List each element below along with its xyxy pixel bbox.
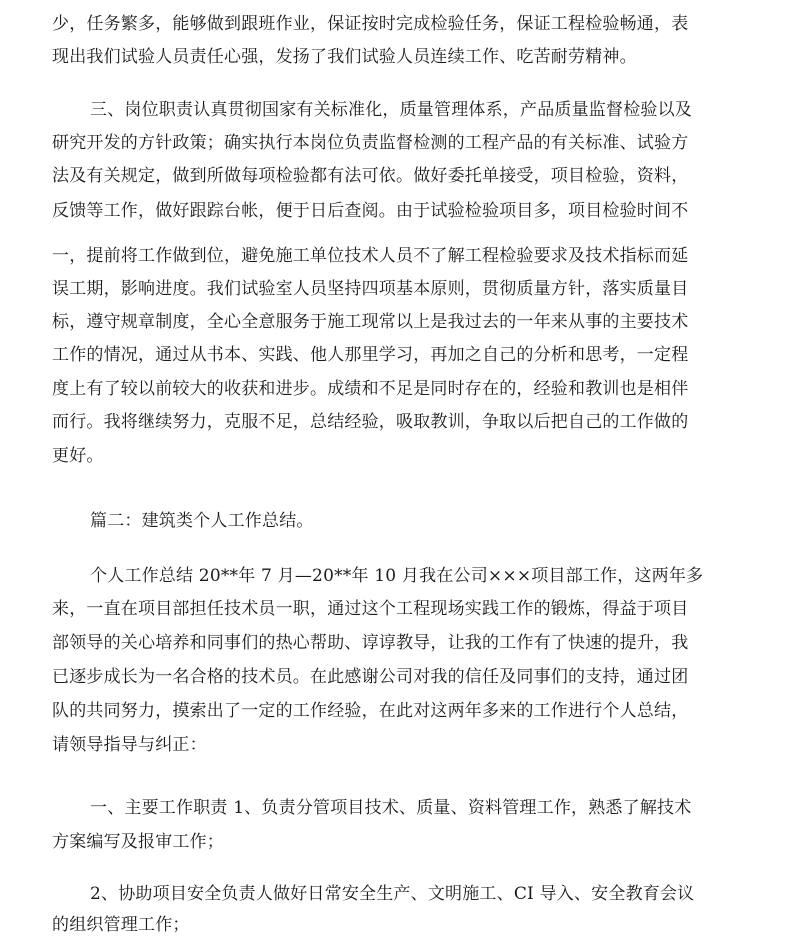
paragraph-line: 标，遵守规章制度，全心全意服务于施工现常以上是我过去的一年来从事的主要技术 (52, 312, 689, 332)
paragraph-line: 来，一直在项目部担任技术员一职，通过这个工程现场实践工作的锻炼，得益于项目 (52, 599, 689, 619)
paragraph-line: 队的共同努力，摸索出了一定的工作经验，在此对这两年多来的工作进行个人总结， (52, 701, 689, 721)
paragraph-line: 一，提前将工作做到位，避免施工单位技术人员不了解工程检验要求及技术指标而延 (52, 246, 689, 266)
paragraph-line: 度上有了较以前较大的收获和进步。成绩和不足是同时存在的，经验和教训也是相伴 (52, 379, 689, 399)
paragraph-line: 方案编写及报审工作； (52, 832, 224, 852)
paragraph-line: 法及有关规定，做到所做每项检验都有法可依。做好委托单接受，项目检验，资料， (52, 166, 689, 186)
paragraph-line: 现出我们试验人员责任心强，发扬了我们试验人员连续工作、吃苦耐劳精神。 (52, 47, 637, 67)
paragraph-line: 研究开发的方针政策；确实执行本岗位负责监督检测的工程产品的有关标准、试验方 (52, 133, 689, 153)
paragraph-line: 反馈等工作，做好跟踪台帐，便于日后查阅。由于试验检验项目多，项目检验时间不 (52, 201, 689, 221)
paragraph-line: 已逐步成长为一名合格的技术员。在此感谢公司对我的信任及同事们的支持，通过团 (52, 667, 689, 687)
paragraph-line: 工作的情况，通过从书本、实践、他人那里学习，再加之自己的分析和思考，一定程 (52, 345, 689, 365)
paragraph-line: 而行。我将继续努力，克服不足，总结经验，吸取教训，争取以后把自己的工作做的 (52, 412, 689, 432)
paragraph-line: 误工期，影响进度。我们试验室人员坚持四项基本原则，贯彻质量方针，落实质量目 (52, 279, 689, 299)
paragraph-line: 个人工作总结 20**年 7 月—20**年 10 月我在公司×××项目部工作，这两年多 (90, 566, 704, 586)
paragraph-line: 2、协助项目安全负责人做好日常安全生产、文明施工、CI 导入、安全教育会议 (90, 884, 695, 904)
paragraph-line: 一、主要工作职责 1、负责分管项目技术、质量、资料管理工作，熟悉了解技术 (90, 798, 692, 818)
paragraph-line: 部领导的关心培养和同事们的热心帮助、谆谆教导，让我的工作有了快速的提升，我 (52, 633, 689, 653)
paragraph-line: 请领导指导与纠正： (52, 735, 207, 755)
paragraph-line: 的组织管理工作； (52, 915, 190, 935)
paragraph-line: 三、岗位职责认真贯彻国家有关标准化，质量管理体系，产品质量监督检验以及 (90, 100, 692, 120)
paragraph-line: 少，任务繁多，能够做到跟班作业，保证按时完成检验任务，保证工程检验畅通，表 (52, 14, 689, 34)
section-heading: 篇二：建筑类个人工作总结。 (90, 511, 314, 531)
paragraph-line: 更好。 (52, 446, 104, 466)
